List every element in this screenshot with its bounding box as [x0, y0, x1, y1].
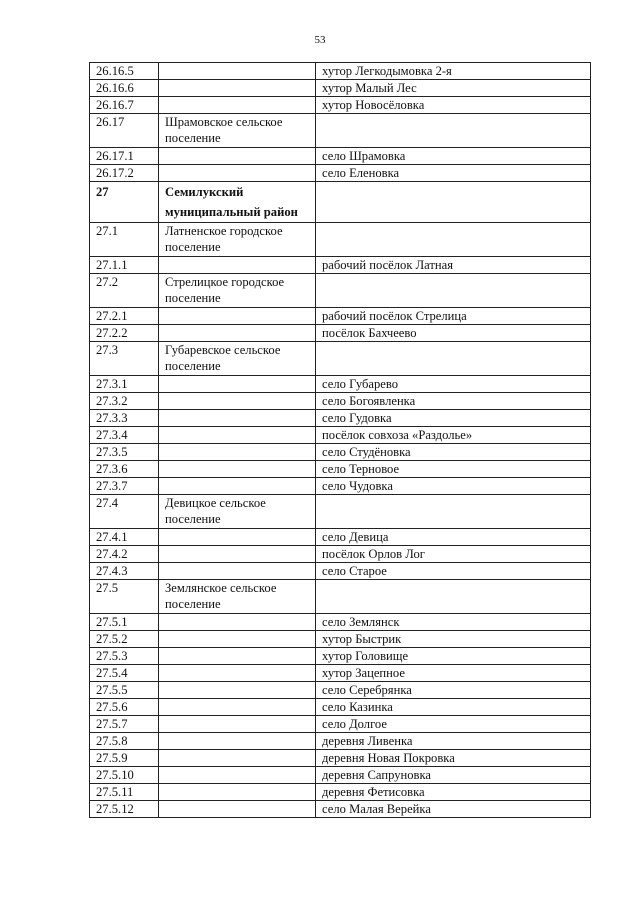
code-cell: 27.3.2 [90, 393, 159, 410]
code-cell: 27.5.7 [90, 716, 159, 733]
table-row [90, 410, 591, 427]
table-row [90, 461, 591, 478]
table-row [90, 325, 591, 342]
code-cell: 27.1 [90, 223, 159, 257]
locality-cell: село Шрамовка [316, 148, 591, 165]
locality-cell: село Долгое [316, 716, 591, 733]
locality-cell: деревня Сапруновка [316, 767, 591, 784]
municipality-cell [159, 648, 316, 665]
locality-cell [316, 182, 591, 223]
code-cell: 27.3.1 [90, 376, 159, 393]
locality-cell: деревня Новая Покровка [316, 750, 591, 767]
code-cell: 27.4.1 [90, 529, 159, 546]
municipality-cell [159, 767, 316, 784]
table-row [90, 529, 591, 546]
municipality-cell [159, 563, 316, 580]
locality-cell: село Гудовка [316, 410, 591, 427]
locality-cell: село Казинка [316, 699, 591, 716]
table-row [90, 495, 591, 529]
code-cell: 27.5.6 [90, 699, 159, 716]
code-cell: 27.3.6 [90, 461, 159, 478]
code-cell: 27.5 [90, 580, 159, 614]
code-cell: 27.5.9 [90, 750, 159, 767]
table-row [90, 716, 591, 733]
locality-cell [316, 274, 591, 308]
table-row [90, 223, 591, 257]
code-cell: 27.5.4 [90, 665, 159, 682]
table-row [90, 342, 591, 376]
code-cell: 27.5.12 [90, 801, 159, 818]
municipality-cell [159, 699, 316, 716]
locality-cell: село Еленовка [316, 165, 591, 182]
table-row [90, 427, 591, 444]
table-row [90, 308, 591, 325]
municipality-cell: Латненское городское поселение [159, 223, 316, 257]
locality-cell: село Губарево [316, 376, 591, 393]
table-row [90, 165, 591, 182]
code-cell: 26.17.2 [90, 165, 159, 182]
municipality-cell [159, 63, 316, 80]
table-row [90, 784, 591, 801]
code-cell: 27.5.3 [90, 648, 159, 665]
locality-cell [316, 114, 591, 148]
code-cell: 27.5.1 [90, 614, 159, 631]
municipality-cell [159, 614, 316, 631]
code-cell: 27.5.10 [90, 767, 159, 784]
locality-cell: посёлок Бахчеево [316, 325, 591, 342]
code-cell: 26.16.7 [90, 97, 159, 114]
locality-cell: хутор Новосёловка [316, 97, 591, 114]
municipality-cell: Землянское сельское поселение [159, 580, 316, 614]
municipality-cell: Девицкое сельское поселение [159, 495, 316, 529]
municipality-cell [159, 784, 316, 801]
municipality-cell [159, 257, 316, 274]
table-row [90, 393, 591, 410]
municipality-cell [159, 716, 316, 733]
municipality-cell [159, 427, 316, 444]
code-cell: 27.5.2 [90, 631, 159, 648]
municipality-cell [159, 80, 316, 97]
code-cell: 26.16.6 [90, 80, 159, 97]
locality-cell: село Богоявленка [316, 393, 591, 410]
table-row [90, 148, 591, 165]
code-cell: 26.17.1 [90, 148, 159, 165]
table-row [90, 546, 591, 563]
municipality-cell [159, 444, 316, 461]
municipality-cell [159, 750, 316, 767]
municipality-cell: Семилукский муниципальный район [159, 182, 316, 223]
municipality-cell [159, 410, 316, 427]
code-cell: 26.17 [90, 114, 159, 148]
code-cell: 27.3.5 [90, 444, 159, 461]
table-row [90, 444, 591, 461]
table-row [90, 801, 591, 818]
locality-cell: хутор Малый Лес [316, 80, 591, 97]
table-row [90, 733, 591, 750]
locality-cell: хутор Легкодымовка 2-я [316, 63, 591, 80]
municipality-cell: Шрамовское сельское поселение [159, 114, 316, 148]
locality-cell: посёлок Орлов Лог [316, 546, 591, 563]
table-row [90, 63, 591, 80]
locality-cell: рабочий посёлок Стрелица [316, 308, 591, 325]
code-cell: 27.3 [90, 342, 159, 376]
municipality-cell [159, 801, 316, 818]
table-row [90, 699, 591, 716]
code-cell: 27.4.3 [90, 563, 159, 580]
code-cell: 27.2.2 [90, 325, 159, 342]
locality-cell: хутор Быстрик [316, 631, 591, 648]
section-row [90, 182, 591, 223]
table-row [90, 614, 591, 631]
locality-cell: деревня Фетисовка [316, 784, 591, 801]
municipality-cell [159, 165, 316, 182]
locality-cell: село Старое [316, 563, 591, 580]
municipality-cell [159, 733, 316, 750]
locality-cell [316, 223, 591, 257]
table-row [90, 80, 591, 97]
code-cell: 27.5.11 [90, 784, 159, 801]
code-cell: 27 [90, 182, 159, 223]
municipality-cell [159, 478, 316, 495]
municipality-cell [159, 461, 316, 478]
municipality-cell [159, 665, 316, 682]
code-cell: 27.2.1 [90, 308, 159, 325]
municipality-cell: Губаревское сельское поселение [159, 342, 316, 376]
locality-cell [316, 342, 591, 376]
code-cell: 27.4 [90, 495, 159, 529]
page-number: 53 [314, 34, 326, 46]
municipality-cell [159, 325, 316, 342]
locality-cell: село Малая Верейка [316, 801, 591, 818]
municipality-cell [159, 546, 316, 563]
code-cell: 27.3.4 [90, 427, 159, 444]
locality-cell: село Терновое [316, 461, 591, 478]
municipality-cell [159, 529, 316, 546]
municipality-cell [159, 376, 316, 393]
locality-cell: рабочий посёлок Латная [316, 257, 591, 274]
locality-cell: посёлок совхоза «Раздолье» [316, 427, 591, 444]
table-row [90, 767, 591, 784]
municipality-cell [159, 631, 316, 648]
locality-cell: село Чудовка [316, 478, 591, 495]
table-body [90, 63, 591, 818]
municipality-cell [159, 97, 316, 114]
municipality-cell: Стрелицкое городское поселение [159, 274, 316, 308]
locality-cell [316, 580, 591, 614]
municipality-cell [159, 682, 316, 699]
locality-cell: село Студёновка [316, 444, 591, 461]
table-row [90, 257, 591, 274]
table-row [90, 563, 591, 580]
locality-cell: хутор Головище [316, 648, 591, 665]
locality-cell: село Серебрянка [316, 682, 591, 699]
table-row [90, 682, 591, 699]
code-cell: 27.3.7 [90, 478, 159, 495]
table-row [90, 580, 591, 614]
table-row [90, 631, 591, 648]
table-row [90, 648, 591, 665]
locality-cell: хутор Зацепное [316, 665, 591, 682]
municipality-cell [159, 148, 316, 165]
code-cell: 27.2 [90, 274, 159, 308]
table-row [90, 750, 591, 767]
locality-cell: село Землянск [316, 614, 591, 631]
code-cell: 27.5.8 [90, 733, 159, 750]
municipality-cell [159, 308, 316, 325]
table-row [90, 114, 591, 148]
table-row [90, 478, 591, 495]
locality-cell: село Девица [316, 529, 591, 546]
locality-cell [316, 495, 591, 529]
code-cell: 27.5.5 [90, 682, 159, 699]
municipality-cell [159, 393, 316, 410]
settlements-table [89, 62, 591, 818]
table-row [90, 376, 591, 393]
code-cell: 27.4.2 [90, 546, 159, 563]
table-row [90, 274, 591, 308]
code-cell: 27.1.1 [90, 257, 159, 274]
code-cell: 27.3.3 [90, 410, 159, 427]
table-row [90, 665, 591, 682]
table-row [90, 97, 591, 114]
code-cell: 26.16.5 [90, 63, 159, 80]
locality-cell: деревня Ливенка [316, 733, 591, 750]
